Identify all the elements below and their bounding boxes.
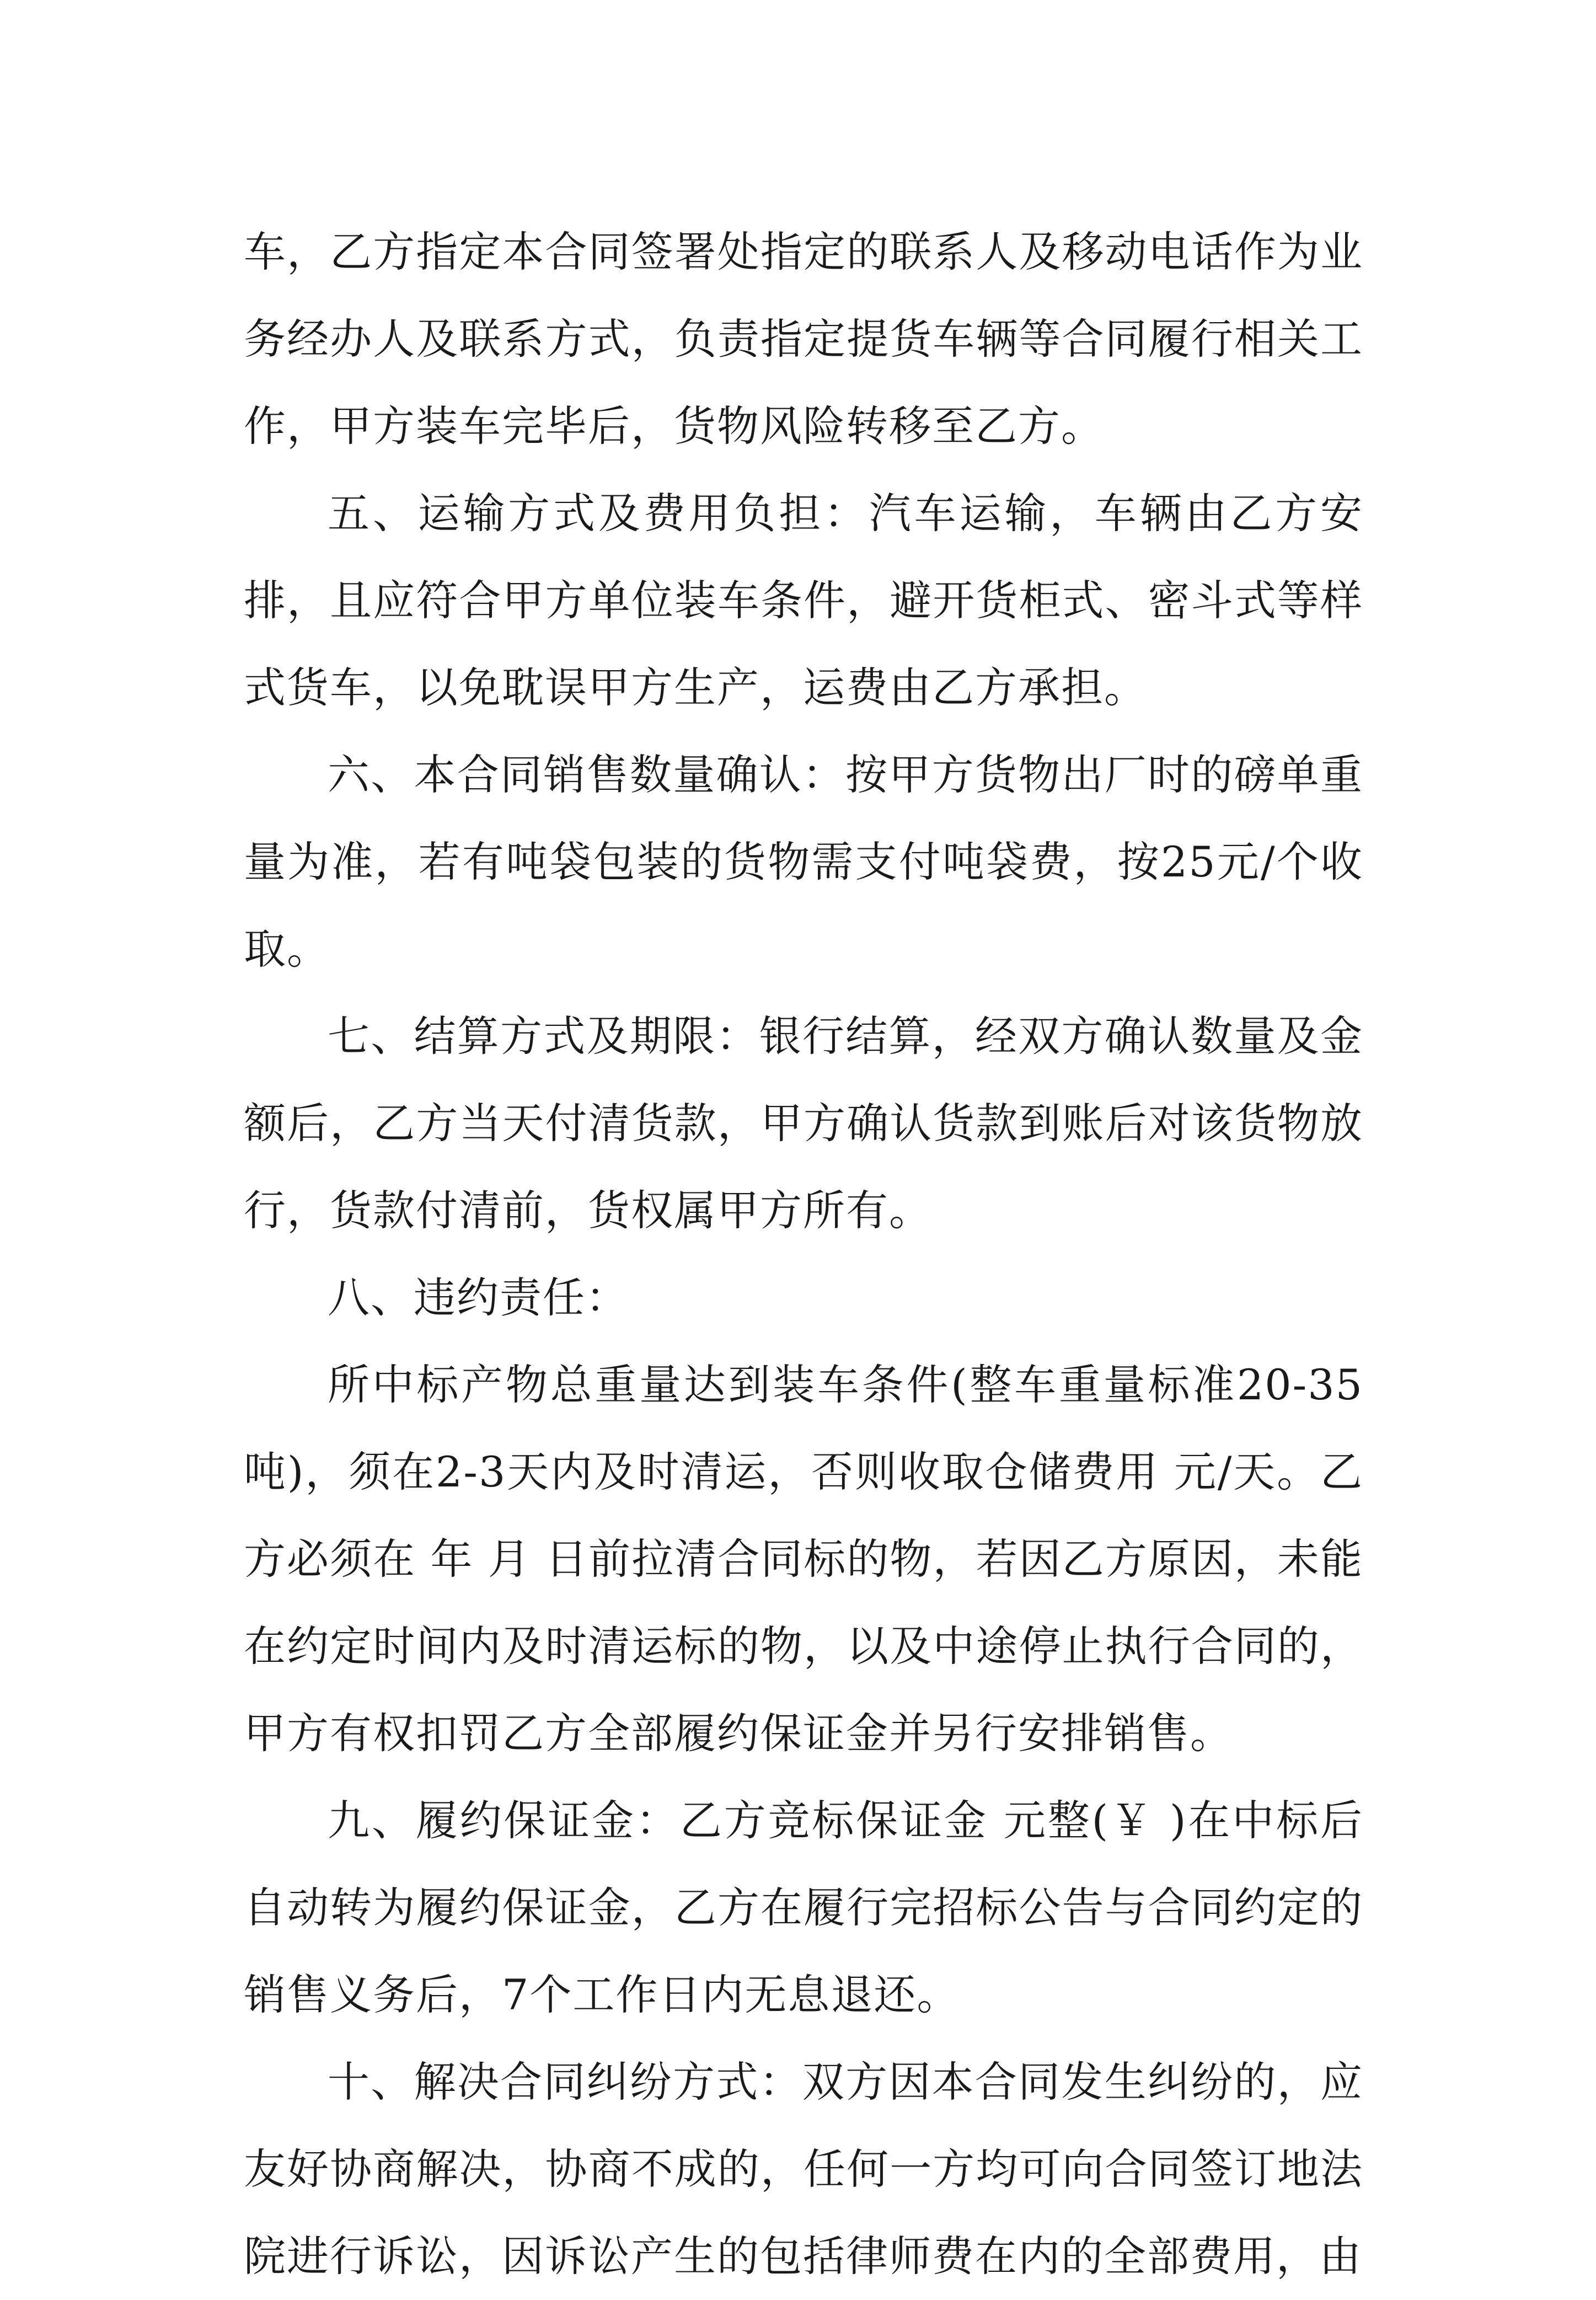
paragraph-clause-9: 九、履约保证金：乙方竞标保证金 元整(￥ )在中标后自动转为履约保证金，乙方在履行完招标公告与合同约定的销售义务后，7个工作日内无息退还。 bbox=[244, 1796, 1363, 2019]
paragraph-clause-5: 五、运输方式及费用负担：汽车运输，车辆由乙方安排，且应符合甲方单位装车条件，避开货柜式、密斗式等样式货车，以免耽误甲方生产，运费由乙方承担。 bbox=[244, 489, 1363, 712]
paragraph-clause-8-heading: 八、违约责任： bbox=[328, 1273, 629, 1322]
paragraph-continuation: 车，乙方指定本合同签署处指定的联系人及移动电话作为业务经办人及联系方式，负责指定提货车辆等合同履行相关工作，甲方装车完毕后，货物风险转移至乙方。 bbox=[244, 227, 1363, 451]
paragraph-clause-6: 六、本合同销售数量确认：按甲方货物出厂时的磅单重量为准，若有吨袋包装的货物需支付吨袋费，按25元/个收取。 bbox=[244, 750, 1363, 974]
paragraph-clause-10: 十、解决合同纠纷方式：双方因本合同发生纠纷的，应友好协商解决，协商不成的，任何一方均可向合同签订地法院进行诉讼，因诉讼产生的包括律师费在内的全部费用，由 bbox=[244, 2057, 1363, 2281]
paragraph-clause-7: 七、结算方式及期限：银行结算，经双方确认数量及金额后，乙方当天付清货款，甲方确认货款到账后对该货物放行，货款付清前，货权属甲方所有。 bbox=[244, 1012, 1363, 1235]
paragraph-clause-8-body: 所中标产物总重量达到装车条件(整车重量标准20-35吨)，须在2-3天内及时清运，否则收取仓储费用 元/天。乙方必须在 年 月 日前拉清合同标的物，若因乙方原因，未能在约定时间内及时清运标的物，以及中途停止执行合同的，甲方有权扣罚乙方全部履约保证金并另行安排销售。 bbox=[244, 1360, 1363, 1758]
document-body bbox=[244, 208, 1363, 2300]
